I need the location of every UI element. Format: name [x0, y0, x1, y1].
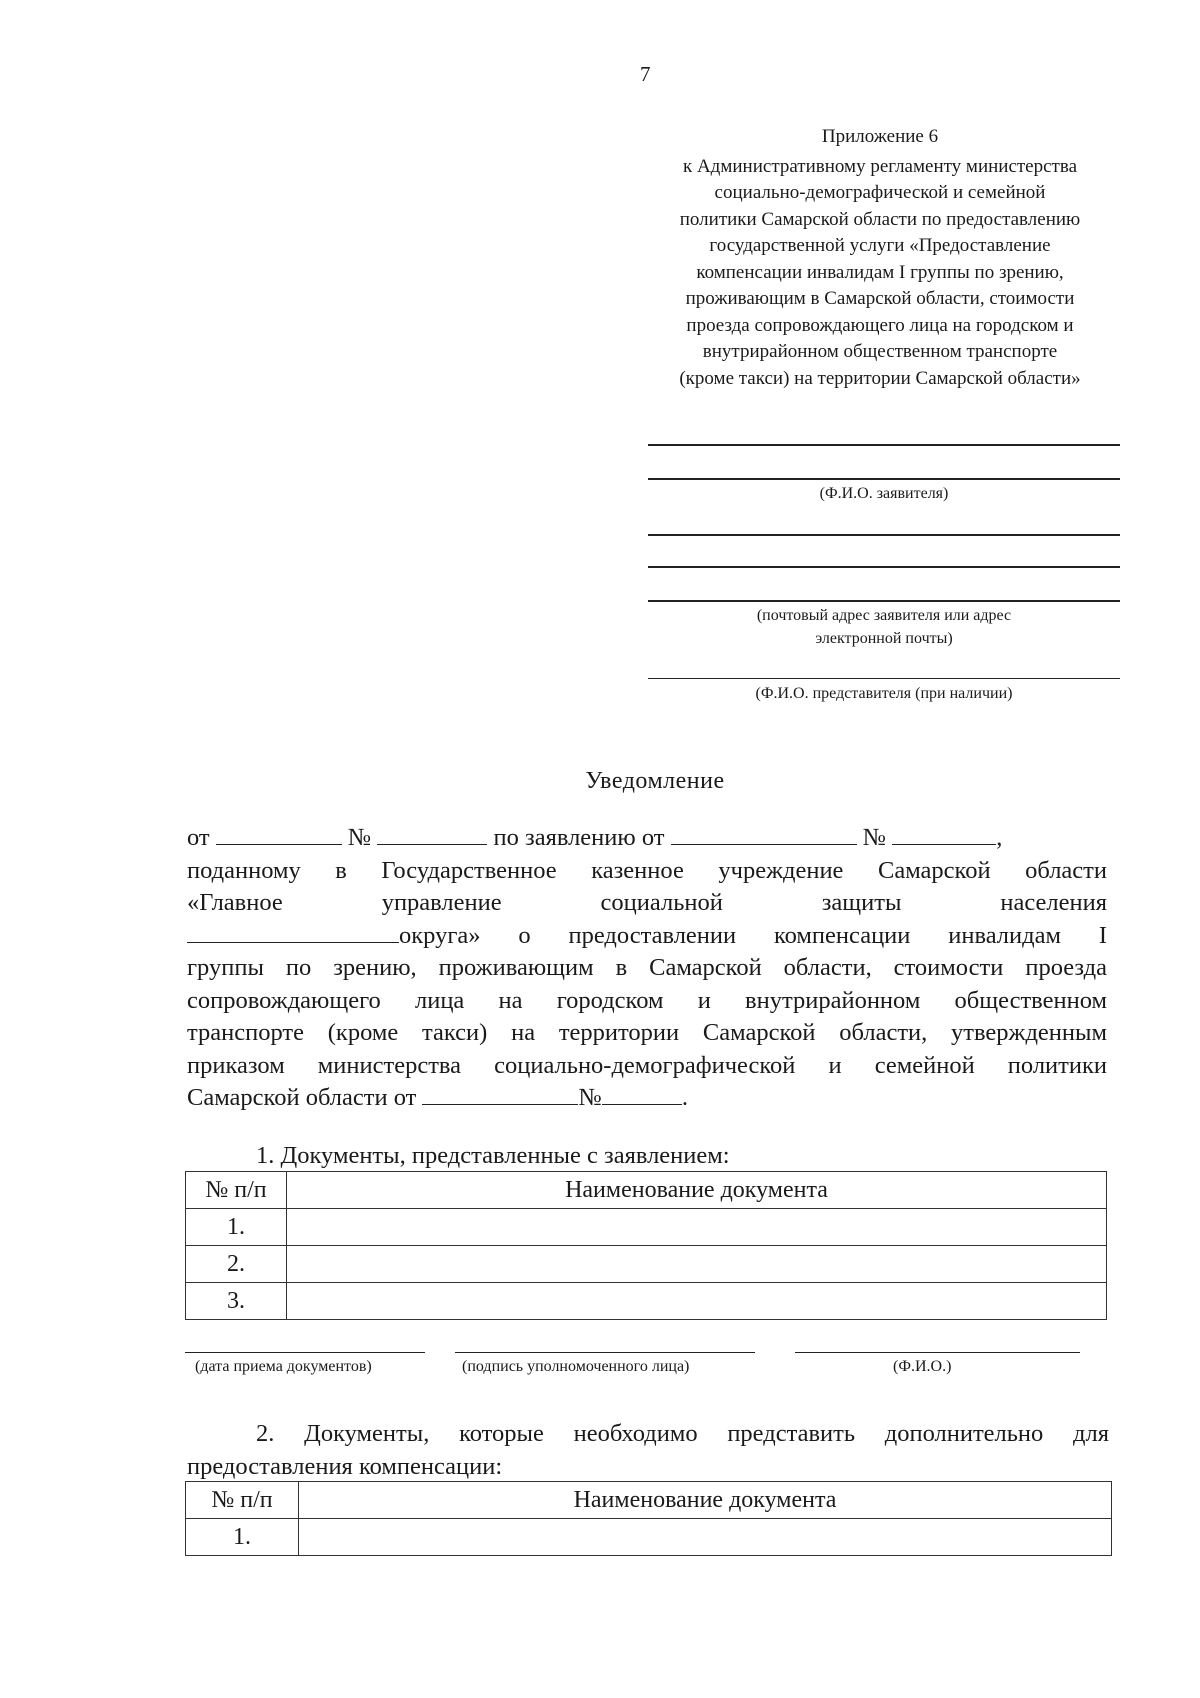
- applicant-address-line-3[interactable]: [648, 600, 1120, 602]
- address-caption-line: (почтовый адрес заявителя или адрес: [756, 607, 1012, 624]
- appendix-title: Приложение 6: [821, 126, 939, 147]
- applicant-name-caption: (Ф.И.О. заявителя): [819, 485, 949, 502]
- col-name-header: Наименование документа: [299, 1482, 1112, 1519]
- row-number: 2.: [186, 1246, 287, 1283]
- address-caption-line: электронной почты): [815, 630, 953, 647]
- applicant-name-line-2[interactable]: [648, 478, 1120, 480]
- page-number: 7: [640, 62, 651, 86]
- okrug-name-field[interactable]: [187, 920, 399, 943]
- notice-line-7: транспорте (кроме такси) на территории Самарской области, утвержденным: [187, 1019, 1107, 1046]
- applicant-name-line-1[interactable]: [648, 444, 1120, 446]
- section2-heading: [187, 1418, 1109, 1483]
- appendix-line: к Административному регламенту министерства: [682, 155, 1078, 177]
- notice-line-4: округа» о предоставлении компенсации инвалидам I: [187, 920, 1107, 953]
- applicant-address-line-1[interactable]: [648, 534, 1120, 536]
- notice-line-6: сопровождающего лица на городском и внутрирайонном общественном: [187, 986, 1107, 1014]
- col-number-header: № п/п: [186, 1482, 299, 1519]
- col-number-header: № п/п: [186, 1172, 287, 1209]
- table-header-row: [186, 1482, 1112, 1519]
- section2-heading-line-1: 2. Документы, которые необходимо представить дополнительно для: [256, 1420, 1109, 1447]
- application-number-field[interactable]: [892, 822, 996, 845]
- acceptance-date-line[interactable]: [185, 1352, 425, 1353]
- row-number: 1.: [186, 1209, 287, 1246]
- official-name-line[interactable]: [795, 1352, 1080, 1353]
- appendix-header: [640, 124, 1120, 392]
- notice-line-1: от № по заявлению от № ,: [187, 824, 1003, 851]
- notice-line-2: поданному в Государственное казенное учреждение Самарской области: [187, 856, 1107, 884]
- notice-number-field[interactable]: [377, 822, 487, 845]
- appendix-line: (кроме такси) на территории Самарской области»: [679, 367, 1081, 389]
- representative-caption: (Ф.И.О. представителя (при наличии): [755, 685, 1013, 702]
- appendix-line: проживающим в Самарской области, стоимости: [685, 288, 1075, 309]
- document-name-cell[interactable]: [287, 1283, 1107, 1320]
- section1-table: [185, 1171, 1107, 1320]
- document-name-cell[interactable]: [287, 1209, 1107, 1246]
- section2-heading-line-2: предоставления компенсации:: [187, 1452, 503, 1480]
- signature-caption: (подпись уполномоченного лица): [462, 1358, 690, 1375]
- order-number-field[interactable]: [602, 1082, 682, 1105]
- table-header-row: [186, 1172, 1107, 1209]
- document-name-cell[interactable]: [299, 1519, 1112, 1556]
- document-name-cell[interactable]: [287, 1246, 1107, 1283]
- representative-name-line[interactable]: [648, 678, 1120, 679]
- appendix-line: внутрирайонном общественном транспорте: [702, 341, 1058, 362]
- application-date-field[interactable]: [671, 822, 857, 845]
- notice-line-3: «Главное управление социальной защиты населения: [187, 889, 1107, 916]
- table-row: [186, 1283, 1107, 1320]
- appendix-line: государственной услуги «Предоставление: [709, 235, 1051, 256]
- table-row: [186, 1519, 1112, 1556]
- appendix-line: социально-демографической и семейной: [714, 182, 1046, 203]
- applicant-address-line-2[interactable]: [648, 566, 1120, 568]
- appendix-line: проезда сопровождающего лица на городском и: [686, 314, 1074, 336]
- notice-body: [187, 822, 1107, 1115]
- notice-line-5: группы по зрению, проживающим в Самарской области, стоимости проезда: [187, 954, 1107, 981]
- row-number: 1.: [186, 1519, 299, 1556]
- notice-date-field[interactable]: [216, 822, 342, 845]
- section1-heading: 1. Документы, представленные с заявлением:: [256, 1142, 730, 1169]
- notice-line-8: приказом министерства социально-демографической и семейной политики: [187, 1051, 1107, 1079]
- order-date-field[interactable]: [422, 1082, 578, 1105]
- acceptance-date-caption: (дата приема документов): [195, 1358, 372, 1375]
- table-row: [186, 1246, 1107, 1283]
- notice-line-9: Самарской области от № .: [187, 1084, 688, 1111]
- table-row: [186, 1209, 1107, 1246]
- appendix-line: политики Самарской области по предоставлению: [679, 208, 1081, 230]
- col-name-header: Наименование документа: [287, 1172, 1107, 1209]
- notice-title: Уведомление: [585, 768, 725, 794]
- signature-line[interactable]: [455, 1352, 755, 1353]
- appendix-line: компенсации инвалидам I группы по зрению,: [696, 261, 1064, 283]
- applicant-address-caption: [648, 604, 1120, 650]
- row-number: 3.: [186, 1283, 287, 1320]
- official-name-caption: (Ф.И.О.): [893, 1358, 952, 1375]
- section2-table: [185, 1481, 1112, 1556]
